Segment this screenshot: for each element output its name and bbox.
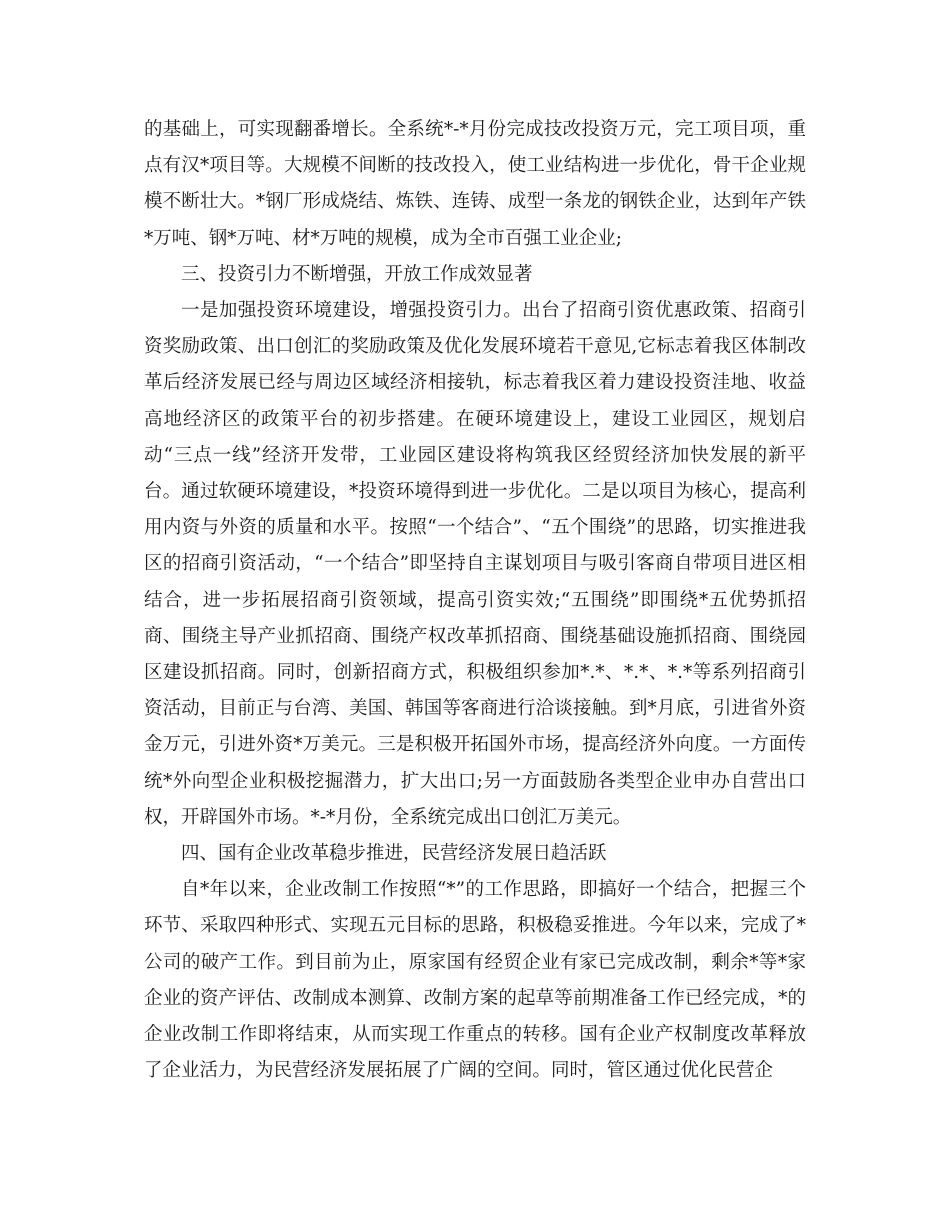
paragraph-enterprise-restructuring: 自*年以来，企业改制工作按照“*”的工作思路，即搞好一个结合，把握三个环节、采取四种形式、实现五元目标的思路，积极稳妥推进。今年以来，完成了*公司的破产工作。到目前为止，原家国有经贸企业有家已完成改制，剩余*等*家企业的资产评估、改制成本测算、改制方案的起草等前期准备工作已经完成，*的企业改制工作即将结束，从而实现工作重点的转移。国有企业产权制度改革释放了企业活力，为民营经济发展拓展了广阔的空间。同时，管区通过优化民营企 <box>144 879 806 1082</box>
paragraph-investment-environment: 一是加强投资环境建设，增强投资引力。出台了招商引资优惠政策、招商引资奖励政策、出口创汇的奖励政策及优化发展环境若干意见,它标志着我区体制改革后经济发展已经与周边区域经济相接轨，标志着我区着力建设投资洼地、收益高地经济区的政策平台的初步搭建。在硬环境建设上，建设工业园区，规划启动“三点一线”经济开发带，工业园区建设将构筑我区经贸经济加快发展的新平台。通过软硬环境建设，*投资环境得到进一步优化。二是以项目为核心，提高利用内资与外资的质量和水平。按照“一个结合”、“五个围绕”的思路，切实推进我区的招商引资活动，“一个结合”即坚持自主谋划项目与吸引客商自带项目进区相结合，进一步拓展招商引资领域，提高引资实效;“五围绕”即围绕*五优势抓招商、围绕主导产业抓招商、围绕产权改革抓招商、围绕基础设施抓招商、围绕园区建设抓招商。同时，创新招商方式，积极组织参加*.*、*.*、*.*等系列招商引资活动，目前正与台湾、美国、韩国等客商进行洽谈接触。到*月底，引进省外资金万元，引进外资*万美元。三是积极开拓国外市场，提高经济外向度。一方面传统*外向型企业积极挖掘潜力，扩大出口;另一方面鼓励各类型企业申办自营出口权，开辟国外市场。*-*月份，全系统完成出口创汇万美元。 <box>144 300 806 828</box>
paragraph-technical-investment: 的基础上，可实现翻番增长。全系统*-*月份完成技改投资万元，完工项目项，重点有汉*项目等。大规模不间断的技改投入，使工业结构进一步优化，骨干企业规模不断壮大。*钢厂形成烧结、炼铁、连铸、成型一条龙的钢铁企业，达到年产铁*万吨、钢*万吨、材*万吨的规模，成为全市百强工业企业; <box>144 119 806 249</box>
section-heading-enterprise-reform: 四、国有企业改革稳步推进，民营经济发展日趋活跃 <box>181 843 607 865</box>
document-body <box>144 112 806 1089</box>
section-heading-investment-attraction: 三、投资引力不断增强，开放工作成效显著 <box>181 263 533 285</box>
